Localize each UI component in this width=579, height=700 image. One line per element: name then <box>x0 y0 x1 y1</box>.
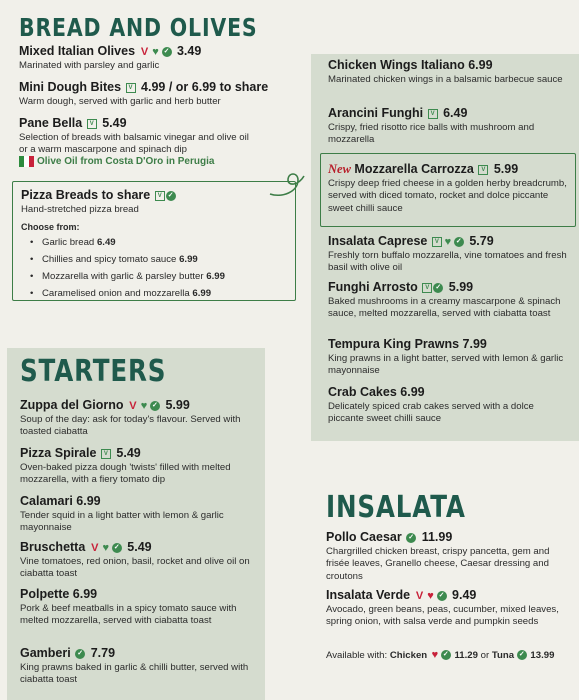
item-description: Freshly torn buffalo mozzarella, vine tomatoes and fresh basil with olive oil <box>328 250 567 274</box>
right-menu-item <box>328 280 568 321</box>
item-name-line <box>20 398 260 413</box>
pizza-breads-name <box>21 188 291 203</box>
vegetarian-v-icon: V <box>415 589 424 602</box>
item-name-line <box>20 540 260 555</box>
bread-item <box>19 44 259 72</box>
tuna-label: Tuna <box>491 650 515 661</box>
dietary-badges <box>90 540 123 555</box>
item-description: Crispy, fried risotto rice balls with mushroom and mozzarella <box>328 122 535 146</box>
insalata-item <box>326 530 566 583</box>
choose-from-label: Choose from: <box>21 222 80 233</box>
item-name: Polpette <box>20 587 70 601</box>
right-menu-item <box>328 385 568 425</box>
item-name-line <box>328 280 568 295</box>
item-name: Insalata Caprese <box>328 234 428 248</box>
option-label: Garlic bread <box>42 237 95 249</box>
item-description: Crispy deep fried cheese in a golden herby breadcrumb, served with diced tomato, rocket and dolce piccante sweet chilli sauce <box>328 178 567 214</box>
heart-icon: ♥ <box>140 399 148 412</box>
dietary-badges <box>422 280 444 295</box>
item-price: 5.99 <box>165 398 190 412</box>
item-price: 5.99 <box>448 280 474 294</box>
item-name-line <box>20 446 260 461</box>
pizza-option <box>42 285 291 302</box>
starter-item <box>20 494 260 534</box>
item-price: 6.49 <box>443 106 468 120</box>
dietary-badges <box>126 80 137 95</box>
item-description: Marinated chicken wings in a balsamic barbecue sauce <box>328 74 563 85</box>
bread-item <box>19 116 259 157</box>
item-name-line <box>328 385 568 400</box>
italian-flag-icon <box>19 156 34 167</box>
item-name-line <box>20 494 260 509</box>
item-description: Warm dough, served with garlic and herb butter <box>19 96 221 108</box>
vegetarian-v-icon: V <box>140 45 149 58</box>
bread-heading: BREAD AND OLIVES <box>19 13 258 42</box>
right-menu-item <box>328 234 568 275</box>
pizza-option <box>42 268 291 285</box>
right-menu-item <box>328 106 568 147</box>
item-name-line <box>326 588 566 603</box>
chicken-label: Chicken <box>389 650 428 661</box>
option-price: 6.99 <box>206 271 225 283</box>
item-price: 4.99 / or 6.99 to share <box>141 80 269 94</box>
item-description: Tender squid in a light batter with lemon & garlic mayonnaise <box>20 510 224 534</box>
insalata-heading: INSALATA <box>326 490 466 525</box>
tuna-price: 13.99 <box>530 650 555 661</box>
leaf-icon: ✓ <box>437 591 447 601</box>
new-label: New <box>328 162 351 176</box>
item-description: King prawns in a light batter, served with lemon & garlic mayonnaise <box>328 353 564 377</box>
item-price: 6.99 <box>72 587 98 601</box>
vegetarian-box-icon: V <box>87 119 97 129</box>
dietary-badges <box>87 116 98 131</box>
item-name: Mini Dough Bites <box>19 80 122 94</box>
starter-item <box>20 398 260 439</box>
dietary-badges <box>432 234 465 249</box>
starter-item <box>20 646 260 687</box>
right-menu-item <box>328 337 568 377</box>
item-name-line <box>19 80 269 95</box>
item-name: Arancini Funghi <box>328 106 424 120</box>
item-name-line <box>20 646 260 661</box>
vegetarian-box-icon: V <box>422 283 432 293</box>
item-name: Mozzarella Carrozza <box>354 162 474 176</box>
item-name: Gamberi <box>20 646 71 660</box>
leaf-icon: ✓ <box>75 649 85 659</box>
item-price: 11.99 <box>421 530 453 544</box>
item-description: Marinated with parsley and garlic <box>19 60 160 72</box>
item-name-line <box>328 337 568 352</box>
item-price: 5.49 <box>102 116 127 130</box>
item-description: Pork & beef meatballs in a spicy tomato sauce with melted mozzarella, served with ciabatta toast <box>20 603 237 627</box>
bread-item <box>19 80 269 108</box>
item-name: Zuppa del Giorno <box>20 398 124 412</box>
dietary-badges <box>478 162 489 177</box>
right-menu-item <box>328 162 568 215</box>
dietary-badges <box>428 106 439 121</box>
vegetarian-box-icon: V <box>101 449 111 459</box>
leaf-icon: ✓ <box>112 543 122 553</box>
vegetarian-box-icon: V <box>126 83 136 93</box>
item-description: Delicately spiced crab cakes served with a dolce piccante sweet chilli sauce <box>328 401 534 425</box>
heart-icon: ♥ <box>102 541 110 554</box>
pizza-option <box>42 234 291 251</box>
vegetarian-v-icon: V <box>129 399 137 412</box>
insalata-item <box>326 588 566 629</box>
item-name: Insalata Verde <box>326 588 411 602</box>
option-price: 6.49 <box>96 237 116 249</box>
vegetarian-box-icon: V <box>155 191 165 201</box>
pizza-breads-content <box>21 188 291 302</box>
item-name-line <box>20 587 260 602</box>
dietary-badges <box>101 446 112 461</box>
option-price: 6.99 <box>192 288 212 300</box>
leaf-icon: ✓ <box>406 533 416 543</box>
vegetarian-box-icon: V <box>478 165 488 175</box>
item-name: Pane Bella <box>19 116 83 130</box>
vegetarian-box-icon: V <box>428 109 438 119</box>
item-name: Pizza Spirale <box>20 446 97 460</box>
item-name-line <box>328 162 568 177</box>
dietary-badges <box>75 646 86 661</box>
starter-item <box>20 587 260 627</box>
item-price: 6.99 <box>468 58 493 72</box>
item-description: Vine tomatoes, red onion, basil, rocket and olive oil on ciabatta toast <box>20 556 250 580</box>
leaf-icon: ✓ <box>433 283 443 293</box>
leaf-icon: ✓ <box>517 650 527 660</box>
item-description: Chargrilled chicken breast, crispy pancetta, gem and frisée leaves, Granello cheese, Caesar dressing and croutons <box>326 546 550 582</box>
item-name-line <box>328 58 568 73</box>
leaf-icon: ✓ <box>162 47 172 57</box>
item-price: 5.99 <box>493 162 519 176</box>
starters-heading: STARTERS <box>20 354 167 389</box>
item-name: Bruschetta <box>20 540 86 554</box>
available-with-line <box>326 650 554 661</box>
option-label: Mozzarella with garlic & parsley butter <box>42 271 204 283</box>
item-name: Tempura King Prawns <box>328 337 460 351</box>
item-price: 3.49 <box>176 44 202 58</box>
item-description: Soup of the day: ask for today's flavour. Served with toasted ciabatta <box>20 414 241 438</box>
item-price: 5.79 <box>469 234 494 248</box>
item-description: Avocado, green beans, peas, cucumber, mixed leaves, spring onion, with salsa verde and pumpkin seeds <box>326 604 559 628</box>
heart-icon: ♥ <box>444 235 452 248</box>
item-name-line <box>326 530 566 545</box>
decorative-swirl <box>268 170 308 205</box>
chicken-price: 11.29 <box>454 650 478 661</box>
olive-oil-text: Olive Oil from Costa D'Oro in Perugia <box>37 156 215 168</box>
option-label: Chillies and spicy tomato sauce <box>42 254 177 266</box>
item-name-line <box>19 116 259 131</box>
or-label: or <box>480 650 490 661</box>
pizza-option <box>42 251 291 268</box>
dietary-badges <box>415 588 448 603</box>
heart-icon: ♥ <box>152 45 159 58</box>
dietary-badges <box>406 530 417 545</box>
item-name-line <box>328 106 568 121</box>
vegetarian-v-icon: V <box>91 541 99 554</box>
option-label: Caramelised onion and mozzarella <box>42 288 190 300</box>
leaf-icon: ✓ <box>454 237 464 247</box>
item-description: King prawns baked in garlic & chilli butter, served with ciabatta toast <box>20 662 249 686</box>
starter-item <box>20 540 260 581</box>
item-name: Funghi Arrosto <box>328 280 418 294</box>
pizza-breads-box <box>12 181 296 301</box>
item-price: 6.99 <box>76 494 101 508</box>
olive-oil-note <box>19 156 214 167</box>
item-name: Pizza Breads to share <box>21 188 151 202</box>
vegetarian-box-icon: V <box>432 237 442 247</box>
item-description: Selection of breads with balsamic vinegar and olive oil or a warm mascarpone and spinach dip <box>19 132 249 156</box>
dietary-badges <box>155 188 177 203</box>
starter-item <box>20 446 260 487</box>
item-name: Pollo Caesar <box>326 530 402 544</box>
leaf-icon: ✓ <box>166 191 176 201</box>
option-price: 6.99 <box>179 254 198 266</box>
heart-icon: ♥ <box>431 649 439 662</box>
item-description: Baked mushrooms in a creamy mascarpone & spinach sauce, melted mozzarella, served with ciabatta toast <box>328 296 561 320</box>
leaf-icon: ✓ <box>150 401 160 411</box>
heart-icon: ♥ <box>427 589 434 602</box>
item-price: 9.49 <box>452 588 477 602</box>
item-name: Mixed Italian Olives <box>19 44 136 58</box>
item-name-line <box>19 44 259 59</box>
item-price: 6.99 <box>400 385 425 399</box>
item-name-line <box>328 234 568 249</box>
item-name: Calamari <box>20 494 73 508</box>
leaf-icon: ✓ <box>441 650 451 660</box>
pizza-options-list <box>21 234 291 302</box>
available-label: Available with: <box>326 650 388 661</box>
item-name: Crab Cakes <box>328 385 397 399</box>
pizza-breads-description: Hand-stretched pizza bread <box>21 204 139 216</box>
item-name: Chicken Wings Italiano <box>328 58 465 72</box>
right-menu-item <box>328 58 568 86</box>
item-price: 7.79 <box>90 646 116 660</box>
item-description: Oven-baked pizza dough 'twists' filled with melted mozzarella, with a fiery tomato dip <box>20 462 231 486</box>
dietary-badges <box>128 398 161 413</box>
item-price: 5.49 <box>127 540 152 554</box>
item-price: 7.99 <box>462 337 487 351</box>
item-price: 5.49 <box>116 446 141 460</box>
dietary-badges <box>140 44 173 59</box>
